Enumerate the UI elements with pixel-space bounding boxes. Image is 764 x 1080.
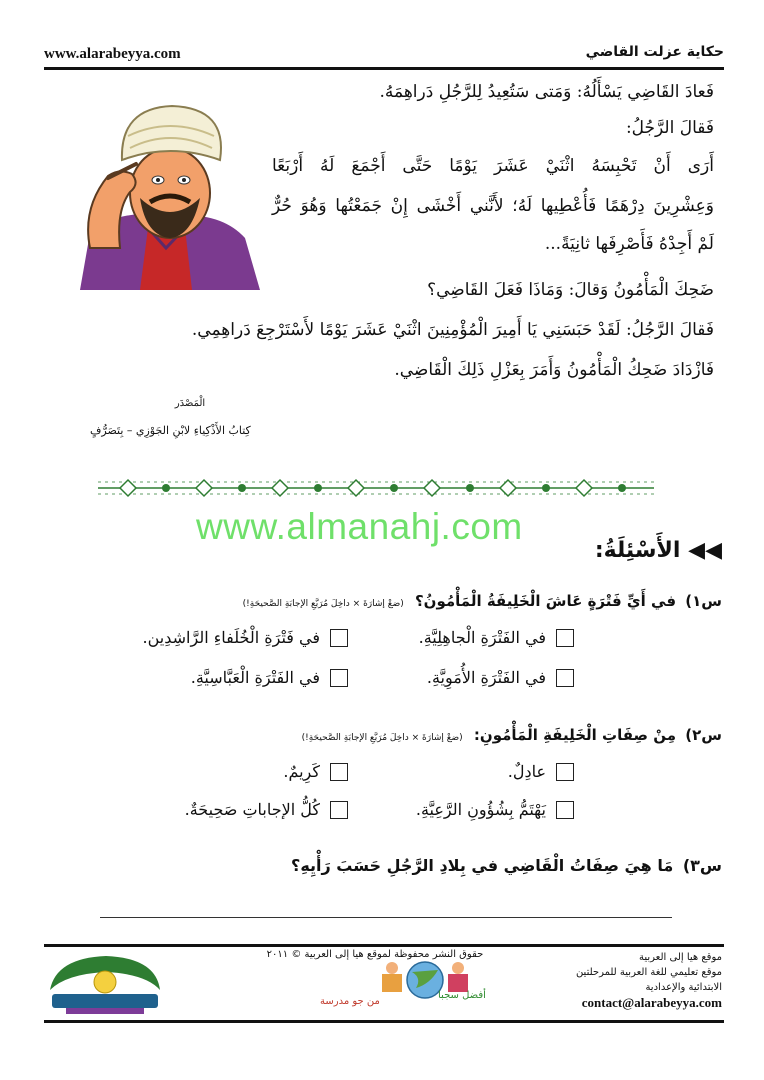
footer-line: الابتدائية والإعدادية: [645, 982, 722, 993]
answer-checkbox[interactable]: [556, 763, 574, 781]
banner-text-right: أفضل سجبا: [438, 990, 486, 1001]
footer-rule-top: [44, 944, 724, 947]
answer-label: في الفَتْرَةِ الْعَبَّاسِيَّةِ.: [190, 668, 320, 687]
story-line-3: أَرَى أَنْ تَحْبِسَهُ اثْنَيْ عَشَرَ يَوْمًا حَتَّى أَجْمَعَ لَهُ أَرْبَعًا: [272, 156, 714, 176]
banner-text-left: من جو مدرسة: [320, 996, 380, 1007]
footer-email[interactable]: contact@alarabeyya.com: [581, 995, 722, 1010]
judge-illustration: [60, 98, 272, 290]
answer-checkbox[interactable]: [330, 669, 348, 687]
story-line-2: فَقالَ الرَّجُلُ:: [625, 118, 714, 138]
question-number: س٣): [682, 856, 722, 875]
story-line-8: فَازْدَادَ ضَحِكُ الْمَأْمُونُ وَأَمَرَ بِعَزْلِ ذَلِكَ الْقَاضِي.: [394, 360, 714, 380]
answer-label: كُلُّ الإجاباتِ صَحِيحَةٌ.: [184, 800, 320, 819]
answer-checkbox[interactable]: [330, 763, 348, 781]
answer-option[interactable]: [419, 628, 574, 647]
story-line-5: لَمْ أَجِدْهُ فَأَصْرِفَها ثانِيَةً...: [544, 234, 714, 254]
story-line-6: ضَحِكَ الْمَأْمُونُ وَقالَ: وَمَاذَا فَعَلَ القَاضِي؟: [427, 280, 714, 300]
story-line-7: فَقالَ الرَّجُلُ: لَقَدْ حَبَسَنِي يَا أَمِيرَ الْمُؤْمِنِينَ اثْنَيْ عَشَرَ يَوْمًا لأَسْتَرْجِعَ دَراهِمِي.: [191, 320, 714, 340]
questions-heading: [595, 538, 722, 563]
answer-option[interactable]: [185, 800, 348, 819]
question-text: في أَيِّ فَتْرَةٍ عَاشَ الْخَلِيفَةُ الْمَأْمُونُ؟: [414, 592, 677, 610]
question-number: س١): [685, 592, 722, 610]
footer-line: موقع هيا إلى العربية: [639, 952, 722, 963]
site-url[interactable]: www.alarabeyya.com: [44, 46, 181, 62]
footer-site-info: [522, 950, 722, 1010]
footer-banner-illustration: [312, 958, 538, 1020]
story-line-4: وَعِشْرِينَ دِرْهَمًا فَأُعْطِيها لَهُ؛ لأَنَّني أَخْشَى إِنْ جَمَعْتُها وَهُوَ حُرٌّ: [272, 196, 714, 216]
source-label: الْمَصْدَر: [174, 398, 206, 409]
copyright-notice: حقوق النشر محفوظة لموقع هيا إلى العربية © ٢٠١١: [266, 949, 484, 960]
answer-label: في الفَتْرَةِ الأُمَوِيَّةِ.: [426, 668, 546, 687]
answer-option[interactable]: [191, 668, 348, 687]
answer-label: عادِلٌ.: [507, 762, 546, 781]
answer-label: في الفَتْرَةِ الْجاهِلِيَّةِ.: [418, 628, 546, 647]
questions-heading-text: الأَسْئِلَةُ:: [594, 538, 681, 563]
question-2: [302, 726, 722, 744]
footer-line: موقع تعليمي للغة العربية للمرحلتين: [575, 967, 722, 978]
story-line-1: فَعادَ القَاضِي يَسْأَلُهُ: وَمَتى سَتُعِيدُ لِلرَّجُلِ دَراهِمَهُ.: [379, 82, 714, 102]
header-rule: [44, 67, 724, 70]
answer-option[interactable]: [427, 668, 574, 687]
answer-option[interactable]: [143, 628, 348, 647]
answer-checkbox[interactable]: [330, 801, 348, 819]
answer-option[interactable]: [508, 762, 574, 781]
question-number: س٢): [685, 726, 722, 744]
answer-checkbox[interactable]: [556, 629, 574, 647]
watermark: www.almanahj.com: [196, 506, 523, 547]
page-header: [44, 44, 724, 66]
question-hint: (ضعْ إشارَةَ × داخِلَ مُرَبَّعِ الإجابَةِ الصَّحيحَةِ!): [301, 733, 463, 743]
site-logo: [46, 950, 164, 1016]
answer-label: في فَتْرَةِ الْخُلَفاءِ الرَّاشِدِين.: [142, 628, 320, 647]
question-hint: (ضعْ إشارَةَ × داخِلَ مُرَبَّعِ الإجابَةِ الصَّحيحَةِ!): [242, 599, 404, 609]
answer-label: يَهْتَمُّ بِشُؤُونِ الرَّعِيَّةِ.: [415, 800, 546, 819]
ornamental-divider: [98, 476, 654, 500]
answer-checkbox[interactable]: [556, 669, 574, 687]
answer-line: [100, 917, 672, 918]
story-title: حكاية عزلت القاضي: [585, 44, 724, 60]
footer-rule-bottom: [44, 1020, 724, 1023]
question-3: [291, 856, 722, 875]
source-text: كِتابُ الأَذْكِياءِ لابْنِ الجَوْزِي – بِتَصَرُّفٍ: [90, 424, 251, 437]
double-chevron-icon: ◀◀: [688, 538, 722, 563]
answer-option[interactable]: [283, 762, 348, 781]
question-text: مِنْ صِفَاتِ الْخَلِيفَةِ الْمَأْمُونِ:: [473, 726, 677, 744]
answer-label: كَرِيمٌ.: [283, 762, 320, 781]
answer-option[interactable]: [416, 800, 574, 819]
answer-checkbox[interactable]: [556, 801, 574, 819]
answer-checkbox[interactable]: [330, 629, 348, 647]
question-1: [243, 592, 722, 610]
question-text: مَا هِيَ صِفَاتُ الْقَاضِي في بِلادِ الرَّجُلِ حَسَبَ رَأْيِهِ؟: [291, 856, 674, 875]
